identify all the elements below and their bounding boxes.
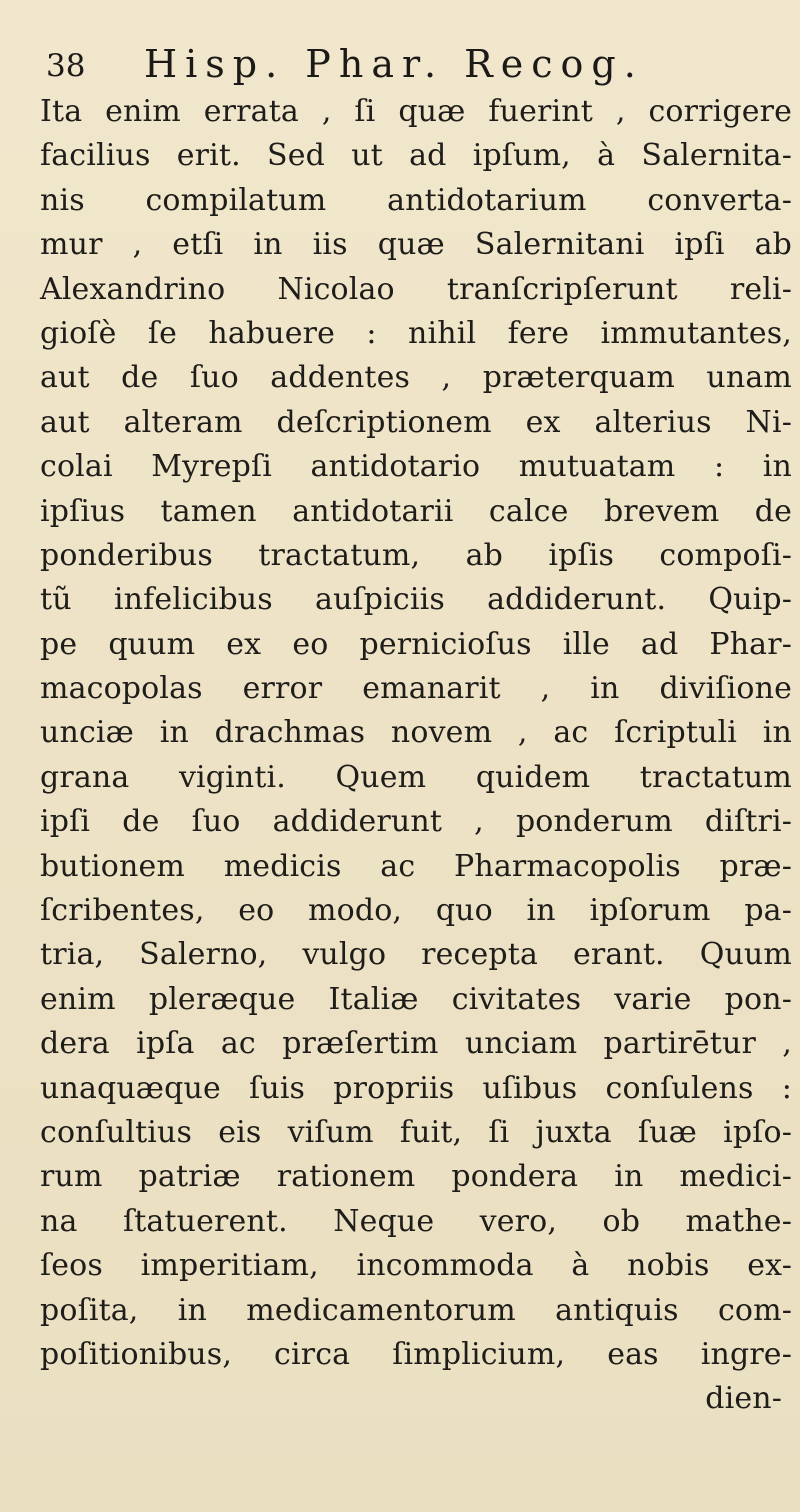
text-line: dera ipſa ac præſertim unciam partirētur ,: [40, 1026, 792, 1062]
text-line: grana viginti. Quem quidem tractatum: [40, 759, 792, 795]
text-line: aut de ſuo addentes , præterquam unam: [40, 360, 792, 396]
text-line: butionem medicis ac Pharmacopolis præ-: [40, 848, 792, 884]
running-title: Hisp. Phar. Recog.: [144, 42, 644, 86]
text-line: ipſius tamen antidotarii calce brevem de: [40, 493, 792, 529]
text-line: poſita, in medicamentorum antiquis com-: [40, 1292, 792, 1328]
text-line: pe quum ex eo pernicioſus ille ad Phar-: [40, 626, 792, 662]
catchword: dien-: [705, 1381, 782, 1417]
text-line: Ita enim errata , ſi quæ fuerint , corrigere: [40, 94, 792, 129]
text-line: na ſtatuerent. Neque vero, ob mathe-: [40, 1203, 792, 1239]
text-line: ipſi de ſuo addiderunt , ponderum diſtri-: [40, 804, 792, 840]
text-line: rum patriæ rationem pondera in medici-: [40, 1159, 792, 1195]
text-line: tria, Salerno, vulgo recepta erant. Quum: [40, 937, 792, 973]
text-line: mur , etſi in iis quæ Salernitani ipſi ab: [40, 227, 792, 263]
text-line: aut alteram deſcriptionem ex alterius Ni-: [40, 404, 792, 440]
text-line: Alexandrino Nicolao tranſcripſerunt reli-: [40, 271, 792, 307]
text-line: facilius erit. Sed ut ad ipſum, à Salernita-: [40, 138, 792, 174]
text-line: enim pleræque Italiæ civitates varie pon-: [40, 981, 792, 1017]
text-line: ſcribentes, eo modo, quo in ipſorum pa-: [40, 893, 792, 929]
text-line: macopolas error emanarit , in diviſione: [40, 671, 792, 707]
text-line: conſultius eis viſum fuit, ſi juxta ſuæ ipſo-: [40, 1114, 792, 1150]
text-line: colai Myrepſi antidotario mutuatam : in: [40, 449, 792, 485]
text-line: unciæ in drachmas novem , ac ſcriptuli in: [40, 715, 792, 751]
running-head: [46, 42, 746, 92]
body-text: [40, 90, 792, 1422]
text-line: tũ infelicibus auſpiciis addiderunt. Quip-: [40, 582, 792, 618]
text-line: ponderibus tractatum, ab ipſis compoſi-: [40, 537, 792, 573]
text-line: unaquæque ſuis propriis uſibus conſulens :: [40, 1070, 792, 1106]
text-line: ſeos imperitiam, incommoda à nobis ex-: [40, 1248, 792, 1284]
page-number: 38: [46, 48, 86, 84]
text-line: nis compilatum antidotarium converta-: [40, 182, 792, 218]
text-line: poſitionibus, circa ſimplicium, eas ingre-: [40, 1336, 792, 1372]
text-line: gioſè ſe habuere : nihil fere immutantes,: [40, 315, 792, 351]
